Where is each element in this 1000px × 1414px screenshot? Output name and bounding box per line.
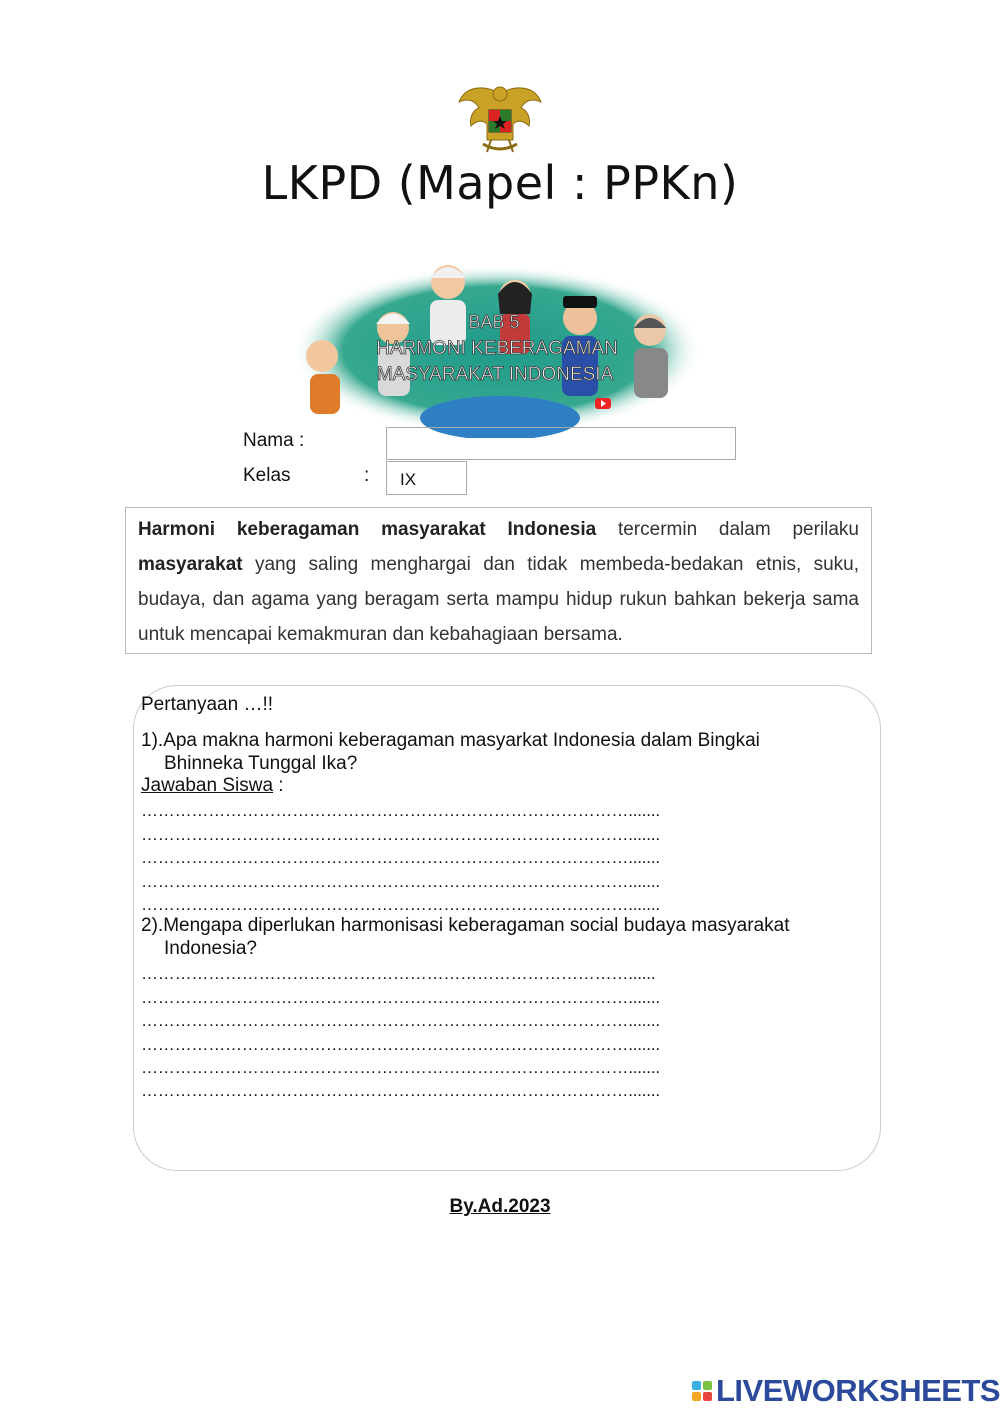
answer-1-line[interactable]: ……………………………………………………………………………....... — [141, 895, 660, 914]
answer-label-colon: : — [273, 775, 284, 796]
answer-2-line[interactable]: ……………………………………………………………………………....... — [141, 1058, 660, 1077]
intro-text-1: tercermin dalam perilaku — [596, 519, 859, 540]
answer-1-line[interactable]: ……………………………………………………………………………....... — [141, 801, 660, 820]
answer-label — [141, 775, 284, 797]
question-2-continuation: Indonesia? — [164, 938, 257, 959]
question-1-continuation: Bhinneka Tunggal Ika? — [164, 753, 358, 774]
garuda-emblem — [455, 80, 545, 160]
liveworksheets-logo[interactable] — [692, 1373, 1000, 1409]
question-1-text: Apa makna harmoni keberagaman masyarkat Indonesia dalam Bingkai — [163, 730, 760, 751]
intro-text-2: yang saling menghargai dan tidak membeda-bedakan etnis, suku, budaya, dan agama yang beragam serta mampu hidup rukun bahkan bekerja sama untuk mencapai kemakmuran dan kebahagiaan bersama. — [138, 554, 859, 645]
intro-paragraph — [138, 512, 859, 652]
answer-2-line[interactable]: ……………………………………………………………………………....... — [141, 988, 660, 1007]
page-title: LKPD (Mapel : PPKn) — [261, 156, 739, 210]
author-credit: By.Ad.2023 — [449, 1196, 551, 1217]
answer-1-line[interactable]: ……………………………………………………………………………....... — [141, 848, 660, 867]
question-2-number: 2). — [141, 915, 164, 936]
banner-line-1: BAB 5 — [468, 312, 520, 332]
answer-2-line[interactable]: ……………………………………………………………………………....... — [141, 1035, 660, 1054]
questions-heading: Pertanyaan …!! — [141, 694, 274, 715]
intro-bold-2: masyarakat — [138, 554, 243, 575]
answer-2-line[interactable]: ……………………………………………………………………………...... — [141, 964, 656, 983]
chapter-banner-image — [290, 258, 705, 438]
liveworksheets-icon — [692, 1381, 712, 1401]
banner-line-3: MASYARAKAT INDONESIA — [376, 364, 614, 385]
question-2 — [141, 914, 874, 960]
nama-label: Nama : — [243, 430, 305, 451]
answer-1-line[interactable]: ……………………………………………………………………………....... — [141, 825, 660, 844]
intro-bold-1: Harmoni keberagaman masyarakat Indonesia — [138, 519, 597, 540]
question-2-text: Mengapa diperlukan harmonisasi keberagaman social budaya masyarakat — [163, 915, 790, 936]
kelas-colon: : — [364, 465, 370, 486]
intro-box — [125, 507, 872, 654]
answer-1-line[interactable]: ……………………………………………………………………………....... — [141, 872, 660, 891]
liveworksheets-wordmark: LIVEWORKSHEETS — [716, 1373, 1000, 1408]
kelas-label: Kelas — [243, 465, 291, 486]
banner-line-2: HARMONI KEBERAGAMAN — [376, 338, 618, 359]
question-1 — [141, 729, 874, 775]
question-1-number: 1). — [141, 730, 164, 751]
kelas-input[interactable]: IX — [386, 461, 467, 495]
answer-2-line[interactable]: ……………………………………………………………………………....... — [141, 1011, 660, 1030]
nama-input[interactable] — [386, 427, 736, 460]
answer-2-line[interactable]: ……………………………………………………………………………....... — [141, 1081, 660, 1100]
answer-label-text: Jawaban Siswa — [141, 775, 274, 796]
